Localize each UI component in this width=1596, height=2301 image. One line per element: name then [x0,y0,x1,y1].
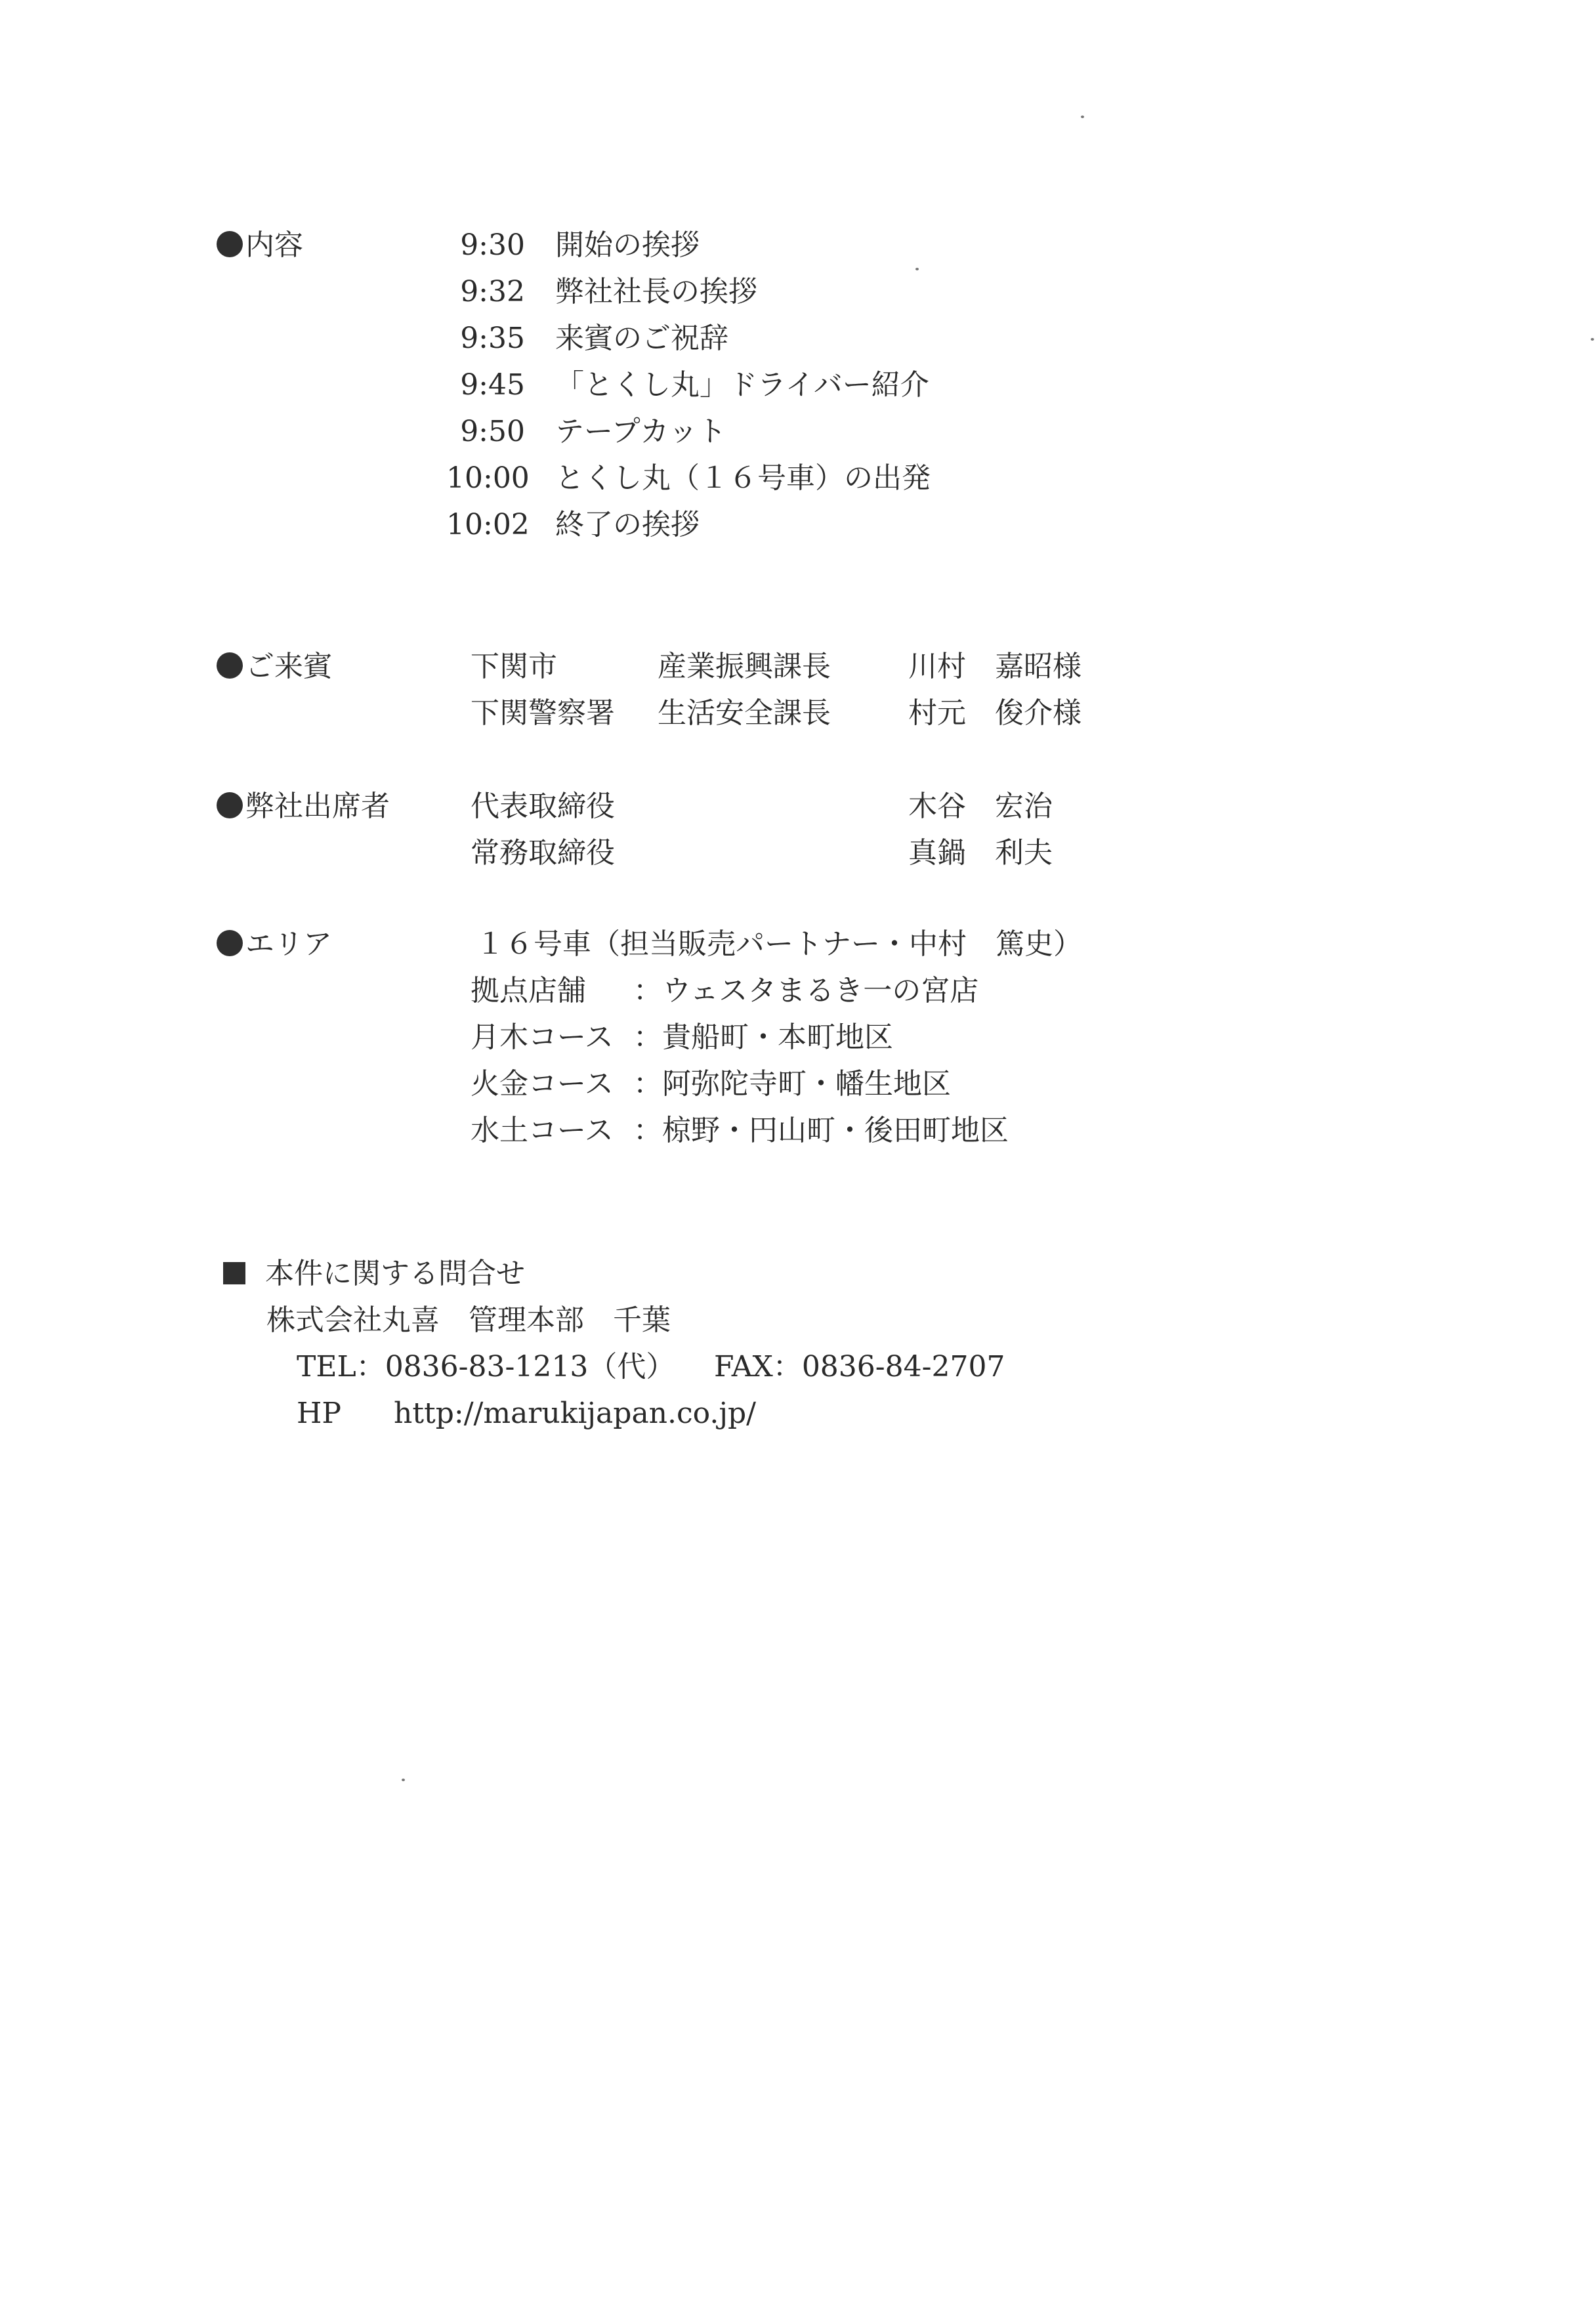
scan-speck [915,268,919,270]
area-row-value: ：貴船町・本町地区 [633,1021,893,1054]
schedule-item [446,315,728,362]
scan-speck [1081,116,1084,118]
guest-org: 下関警察署 [471,696,615,730]
fax-number: 0836-84-2707 [801,1350,1005,1383]
area-row-value: ：椋野・円山町・後田町地区 [633,1114,1009,1147]
schedule-time: 9:30 [460,228,525,262]
bullet-icon [217,652,243,679]
scan-speck [1591,338,1594,341]
attendee-name: 真鍋 利夫 [908,836,1053,870]
guest-org: 下関市 [471,650,557,683]
schedule-time: 10:02 [446,508,530,541]
schedule-item [446,222,700,268]
attendee-title: 常務取締役 [471,836,615,870]
hp-label: HP [297,1397,341,1430]
schedule-label-wrap [217,222,303,268]
schedule-text: 来賓のご祝辞 [555,322,728,355]
schedule-item [446,501,700,548]
attendee-name: 木谷 宏治 [908,790,1053,823]
area-label-wrap [217,921,332,967]
bullet-icon [217,930,243,956]
area-header: １６号車（担当販売パートナー・中村 篤史） [476,927,1082,961]
schedule-item [446,362,929,408]
contact-fax-row [714,1343,1005,1390]
schedule-text: 終了の挨拶 [555,508,700,541]
fax-label: FAX： [714,1350,802,1383]
area-row-key: 水土コース [471,1114,614,1147]
schedule-text: 弊社社長の挨拶 [555,275,757,308]
schedule-text: 開始の挨拶 [555,228,700,262]
guests-label: ご来賓 [245,650,332,683]
schedule-text: とくし丸（１６号車）の出発 [555,461,931,495]
area-row-value: ：阿弥陀寺町・幡生地区 [633,1067,951,1101]
tel-label: TEL： [297,1350,385,1383]
area-row-key: 月木コース [471,1021,614,1054]
guest-title: 産業振興課長 [658,650,831,683]
bullet-icon [217,792,243,818]
schedule-item [446,408,726,455]
guest-name: 村元 俊介様 [908,696,1082,730]
square-bullet-icon [223,1262,245,1284]
schedule-time: 10:00 [446,461,530,495]
tel-number: 0836-83-1213（代） [385,1350,675,1383]
contact-heading-row [223,1250,525,1297]
contact-tel-row [297,1343,675,1390]
schedule-item [446,268,757,315]
guests-label-wrap [217,643,332,690]
schedule-time: 9:45 [460,368,525,402]
area-row-key: 拠点店舗 [471,974,586,1007]
area-row-value: ：ウェスタまるき一の宮店 [633,974,979,1007]
guest-name: 川村 嘉昭様 [908,650,1082,683]
attendees-label-wrap [217,783,390,830]
hp-link[interactable]: http://marukijapan.co.jp/ [394,1397,756,1430]
bullet-icon [217,231,243,257]
area-label: エリア [245,927,332,961]
schedule-time: 9:35 [460,322,525,355]
scan-speck [402,1779,405,1781]
schedule-time: 9:50 [460,415,525,448]
schedule-item [446,455,931,501]
schedule-text: 「とくし丸」ドライバー紹介 [555,368,929,402]
schedule-time: 9:32 [460,275,525,308]
schedule-label: 内容 [245,228,303,262]
attendee-title: 代表取締役 [471,790,615,823]
contact-company: 株式会社丸喜 管理本部 千葉 [266,1303,671,1337]
schedule-text: テープカット [555,415,726,448]
guest-title: 生活安全課長 [658,696,831,730]
contact-heading: 本件に関する問合せ [265,1257,525,1290]
attendees-label: 弊社出席者 [245,790,390,823]
area-row-key: 火金コース [471,1067,614,1101]
